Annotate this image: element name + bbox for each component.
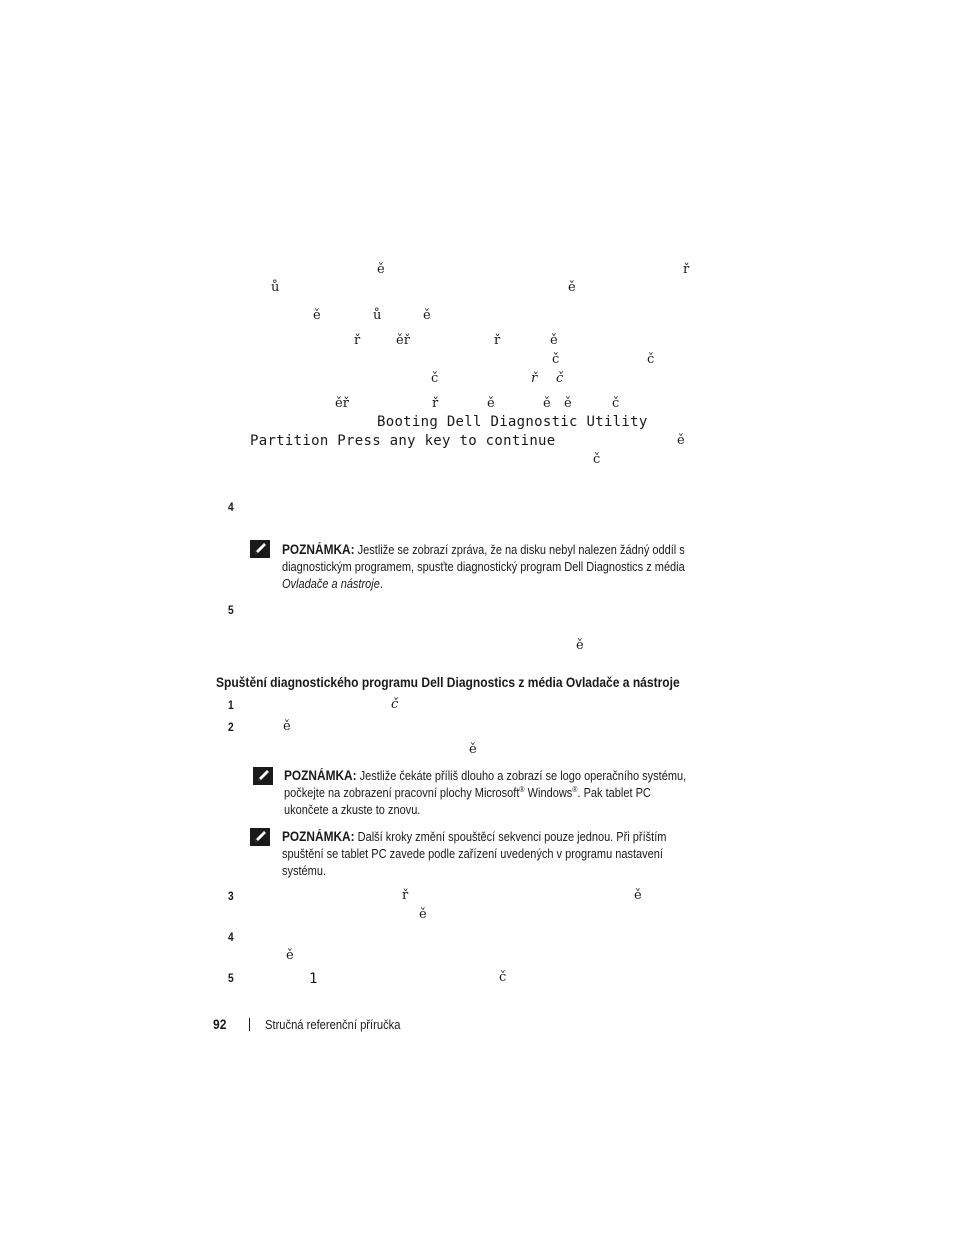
step-number: 5 [228, 603, 234, 617]
text-fragment: ěř [396, 333, 410, 348]
text-fragment: ě [377, 262, 385, 277]
section-heading: Spuštění diagnostického programu Dell Diagnostics z média Ovladače a nástroje [216, 674, 680, 690]
step-number: 4 [228, 500, 234, 514]
text-fragment: ě [313, 308, 321, 323]
text-fragment: ů [373, 308, 382, 323]
text-fragment: ě [423, 308, 431, 323]
text-fragment: ě [576, 638, 584, 653]
note-text: . [379, 577, 383, 591]
text-fragment: ě [568, 280, 576, 295]
text-fragment: ě [419, 907, 427, 922]
text-fragment: ě [564, 396, 572, 411]
note-block [282, 828, 719, 880]
text-fragment: č [556, 371, 564, 386]
step-number: 5 [228, 971, 234, 985]
text-fragment: ř [531, 371, 538, 386]
note-text: počkejte na zobrazení pracovní plochy Microsoft [284, 786, 520, 800]
text-fragment: ř [432, 396, 439, 411]
text-fragment: ř [402, 888, 409, 903]
text-fragment: ě [634, 888, 642, 903]
note-text: systému. [282, 864, 327, 878]
text-fragment: ěř [335, 396, 349, 411]
note-text: diagnostickým programem, spusťte diagnostický program Dell Diagnostics z média [282, 560, 685, 574]
registered-mark: ® [519, 784, 525, 794]
text-fragment: ř [683, 262, 690, 277]
note-label: POZNÁMKA: [284, 768, 357, 783]
footer-separator [249, 1018, 250, 1031]
boot-message-line1: Booting Dell Diagnostic Utility [377, 414, 648, 430]
media-name: Ovladače a nástroje [282, 577, 380, 591]
note-block [284, 767, 741, 819]
boot-message-line2: Partition Press any key to continue [250, 433, 556, 449]
note-pencil-icon [250, 540, 270, 558]
step-number: 3 [228, 889, 234, 903]
note-text: . Pak tablet PC [577, 786, 651, 800]
step-number: 2 [228, 720, 234, 734]
text-fragment: ě [487, 396, 495, 411]
text-fragment: ů [271, 280, 280, 295]
note-label: POZNÁMKA: [282, 542, 355, 557]
text-fragment: č [552, 352, 560, 367]
footer-title: Stručná referenční příručka [265, 1017, 401, 1032]
text-fragment: ě [283, 719, 291, 734]
text-fragment: ě [677, 433, 685, 448]
text-fragment: ě [550, 333, 558, 348]
note-text: spuštění se tablet PC zavede podle zařízení uvedených v programu nastavení [282, 847, 663, 861]
text-fragment: ě [286, 948, 294, 963]
text-fragment: ě [469, 742, 477, 757]
page-number: 92 [213, 1016, 227, 1032]
note-text: Další kroky změní spouštěcí sekvenci pouze jednou. Při příštím [357, 830, 667, 844]
step-number: 4 [228, 930, 234, 944]
note-text: Jestliže čekáte příliš dlouho a zobrazí se logo operačního systému, [359, 769, 687, 783]
note-label: POZNÁMKA: [282, 829, 355, 844]
note-pencil-icon [253, 767, 273, 785]
step-number: 1 [228, 698, 234, 712]
text-fragment: ř [494, 333, 501, 348]
note-text: ukončete a zkuste to znovu. [284, 803, 421, 817]
key-code: 1 [309, 971, 318, 987]
text-fragment: č [499, 970, 507, 985]
text-fragment: č [612, 396, 620, 411]
text-fragment: č [391, 697, 399, 712]
text-fragment: ě [543, 396, 551, 411]
note-block [282, 541, 740, 593]
text-fragment: ř [354, 333, 361, 348]
registered-mark: ® [572, 784, 578, 794]
text-fragment: č [593, 452, 601, 467]
text-fragment: č [431, 371, 439, 386]
text-fragment: č [647, 352, 655, 367]
note-pencil-icon [250, 828, 270, 846]
note-text: Jestliže se zobrazí zpráva, že na disku nebyl nalezen žádný oddíl s [357, 543, 685, 557]
note-text: Windows [524, 786, 573, 800]
